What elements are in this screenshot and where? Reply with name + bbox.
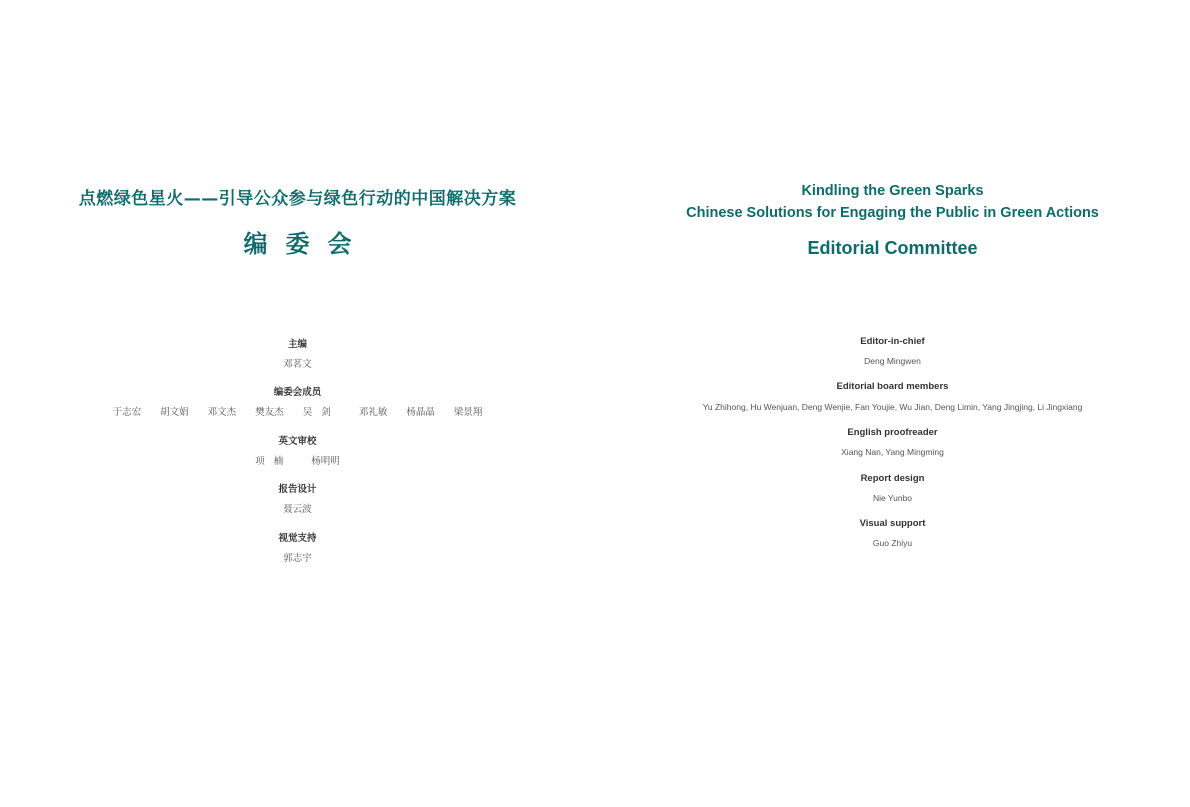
credit-role-board-members-zh: 编委会成员 bbox=[273, 387, 322, 398]
english-page bbox=[595, 0, 1190, 807]
member-name: 梁景翔 bbox=[453, 407, 483, 418]
member-name: 杨晶晶 bbox=[406, 407, 435, 418]
credit-names-report-design-en: Nie Yunbo bbox=[872, 493, 913, 503]
credit-role-report-design-zh: 报告设计 bbox=[278, 484, 317, 495]
credit-names-board-members-en: Yu Zhihong, Hu Wenjuan, Deng Wenjie, Fan Youjie, Wu Jian, Deng Limin, Yang Jingjing, Li Jingxiang bbox=[702, 402, 1083, 412]
report-title-en: Kindling the Green Sparks bbox=[801, 183, 984, 199]
member-name: 邓礼敏 bbox=[358, 407, 388, 418]
credit-role-english-proofreader-en: English proofreader bbox=[847, 427, 938, 438]
credit-role-editor-in-chief-zh: 主编 bbox=[287, 339, 307, 350]
credit-names-editor-in-chief-en: Deng Mingwen bbox=[864, 356, 921, 366]
credit-names-report-design-zh bbox=[0, 501, 595, 515]
member-name: 杨明明 bbox=[311, 456, 340, 467]
member-name: 聂云波 bbox=[283, 504, 312, 515]
credit-role-report-design-en: Report design bbox=[860, 473, 925, 484]
committee-heading-en: Editorial Committee bbox=[807, 238, 978, 258]
credit-names-board-members-zh bbox=[0, 404, 595, 418]
credit-role-visual-support-en: Visual support bbox=[859, 518, 926, 529]
member-name: 邓文杰 bbox=[207, 407, 237, 418]
credit-names-visual-support-en: Guo Zhiyu bbox=[872, 538, 913, 548]
credit-role-board-members-en: Editorial board members bbox=[836, 381, 949, 392]
credit-names-english-proofreader-en: Xiang Nan, Yang Mingming bbox=[841, 447, 944, 457]
member-name: 郭志宇 bbox=[283, 553, 312, 564]
credit-names-visual-support-zh bbox=[0, 550, 595, 564]
report-subtitle-en: Chinese Solutions for Engaging the Public in Green Actions bbox=[686, 205, 1099, 221]
credit-role-editor-in-chief-en: Editor-in-chief bbox=[860, 336, 925, 347]
credit-role-english-proofreader-zh: 英文审校 bbox=[278, 436, 317, 447]
report-title-zh: 点燃绿色星火——引导公众参与绿色行动的中国解决方案 bbox=[78, 189, 517, 209]
member-name: 吴剑 bbox=[302, 407, 340, 418]
member-name: 项楠 bbox=[255, 456, 293, 467]
member-name: 邓茗文 bbox=[283, 359, 312, 370]
member-name: 樊友杰 bbox=[255, 407, 284, 418]
credit-role-visual-support-zh: 视觉支持 bbox=[278, 533, 317, 544]
committee-heading-zh: 编委会 bbox=[243, 230, 370, 258]
member-name: 于志宏 bbox=[112, 407, 142, 418]
member-name: 胡文娟 bbox=[160, 407, 189, 418]
credit-names-editor-in-chief-zh bbox=[0, 356, 595, 370]
credit-names-english-proofreader-zh bbox=[0, 453, 595, 467]
